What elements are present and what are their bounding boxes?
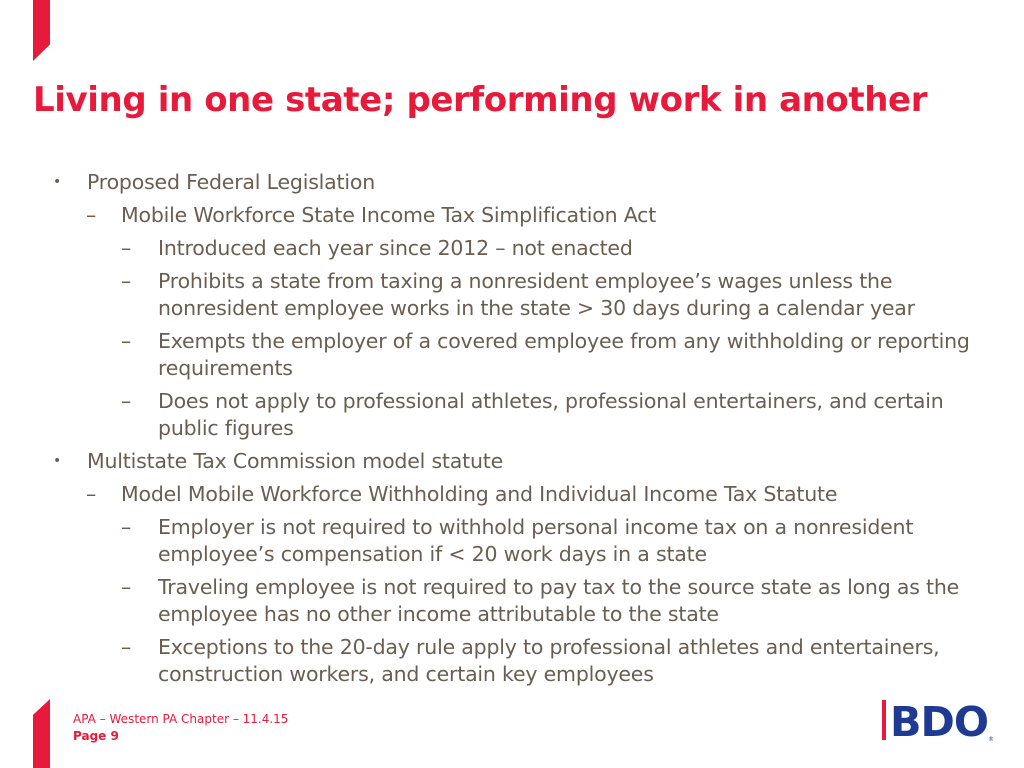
slide-title: Living in one state; performing work in another — [33, 80, 928, 120]
detail-text: Introduced each year since 2012 – not enacted — [158, 236, 633, 260]
dash-marker: – — [121, 515, 132, 539]
detail-item — [0, 574, 1024, 628]
dash-marker: – — [121, 269, 132, 293]
bullet-proposed-federal-legislation — [0, 169, 1024, 196]
footer-event: APA – Western PA Chapter – 11.4.15 — [73, 712, 289, 726]
detail-item — [0, 634, 1024, 688]
bullet-text: Proposed Federal Legislation — [87, 170, 375, 194]
bullet-marker: • — [53, 174, 62, 190]
sub-bullet-text: Mobile Workforce State Income Tax Simplification Act — [121, 203, 657, 227]
dash-marker: – — [121, 329, 132, 353]
bullet-multistate-tax-commission — [0, 448, 1024, 475]
logo-text: BDO — [890, 698, 988, 743]
detail-item — [0, 514, 1024, 568]
bullet-text: Multistate Tax Commission model statute — [87, 449, 504, 473]
footer — [73, 711, 288, 745]
dash-marker: – — [121, 236, 132, 260]
slide-content — [0, 169, 1024, 688]
dash-marker: – — [86, 203, 97, 227]
detail-text: Exceptions to the 20-day rule apply to professional athletes and entertainers, construction workers, and certain key employees — [158, 635, 940, 686]
dash-marker: – — [121, 575, 132, 599]
detail-text: Traveling employee is not required to pay tax to the source state as long as the employee has no other income attributable to the state — [158, 575, 960, 626]
detail-text: Prohibits a state from taxing a nonresident employee’s wages unless the nonresident employee works in the state > 30 days during a calendar year — [158, 269, 915, 320]
detail-item — [0, 268, 1024, 322]
dash-marker: – — [86, 482, 97, 506]
page-number: Page 9 — [73, 729, 119, 743]
bdo-logo — [882, 697, 994, 743]
sub-bullet-model-statute — [0, 481, 1024, 508]
detail-item — [0, 235, 1024, 262]
dash-marker: – — [121, 389, 132, 413]
logo-registered-mark: ® — [988, 736, 994, 743]
bottom-accent-bar — [33, 699, 50, 768]
logo-red-bar — [882, 700, 886, 740]
detail-text: Exempts the employer of a covered employee from any withholding or reporting requirements — [158, 329, 970, 380]
detail-text: Employer is not required to withhold personal income tax on a nonresident employee’s compensation if < 20 work days in a state — [158, 515, 914, 566]
bullet-marker: • — [53, 453, 62, 469]
sub-bullet-mobile-workforce-act — [0, 202, 1024, 229]
sub-bullet-text: Model Mobile Workforce Withholding and Individual Income Tax Statute — [121, 482, 838, 506]
detail-item — [0, 328, 1024, 382]
top-accent-bar — [33, 0, 50, 61]
detail-text: Does not apply to professional athletes, professional entertainers, and certain public figures — [158, 389, 944, 440]
detail-item — [0, 388, 1024, 442]
dash-marker: – — [121, 635, 132, 659]
